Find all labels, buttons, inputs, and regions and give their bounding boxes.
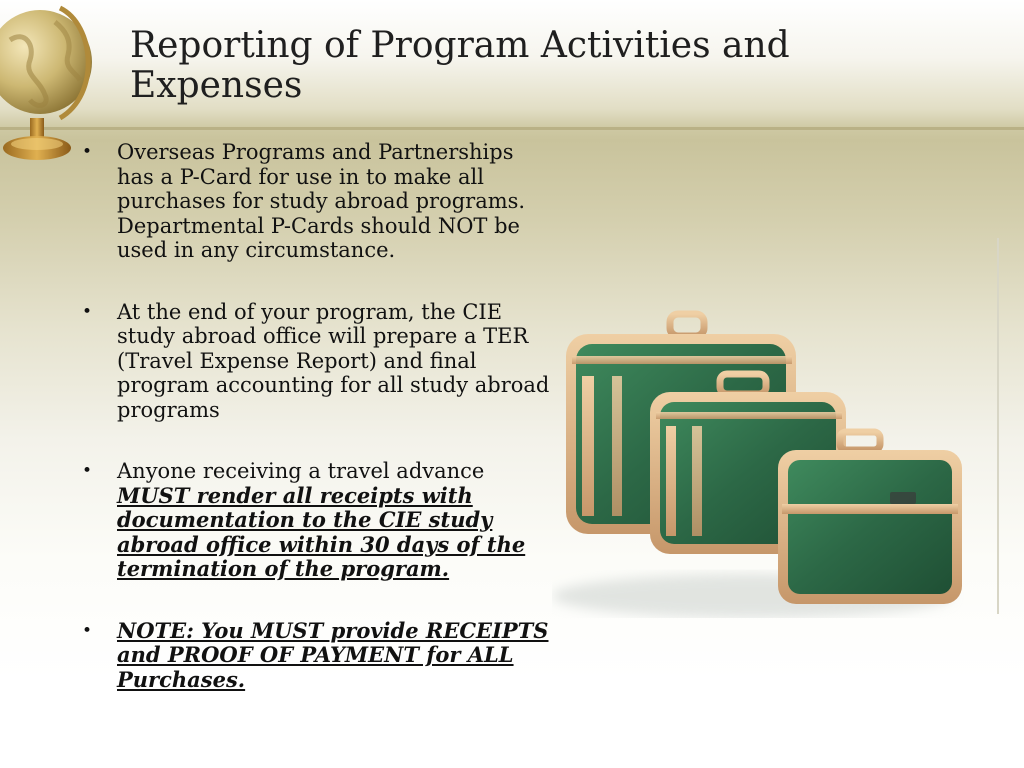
bullet-marker: • — [82, 301, 93, 322]
bullet-marker: • — [82, 142, 93, 162]
bullet-marker: • — [82, 620, 93, 641]
bullet-item — [80, 459, 550, 582]
bullet-text: At the end of your program, the CIE study abroad office will prepare a TER (Travel Expense Report) and final program accounting for all study abroad programs — [117, 299, 550, 422]
slide-title: Reporting of Program Activities and Expenses — [130, 25, 790, 106]
bullet-marker: • — [82, 461, 93, 481]
bullet-emphasis: MUST render all receipts with documentation to the CIE study abroad office within 30 days of the termination of the program. — [117, 482, 526, 581]
bullet-emphasis: NOTE: You MUST provide RECEIPTS and PROOF OF PAYMENT for ALL Purchases. — [117, 617, 549, 692]
bullet-text: Anyone receiving a travel advance — [117, 459, 485, 483]
title-divider — [0, 127, 1024, 130]
bullet-item — [80, 140, 550, 263]
bullet-item — [80, 300, 550, 423]
bullet-item — [80, 619, 550, 693]
bullet-text: Overseas Programs and Partnerships has a P-Card for use in to make all purchases for study abroad programs. Departmental P-Cards should NOT be used in any circumstance. — [117, 140, 526, 262]
side-divider — [997, 238, 999, 614]
bullet-list — [80, 140, 550, 729]
luggage-illustration — [552, 296, 966, 618]
